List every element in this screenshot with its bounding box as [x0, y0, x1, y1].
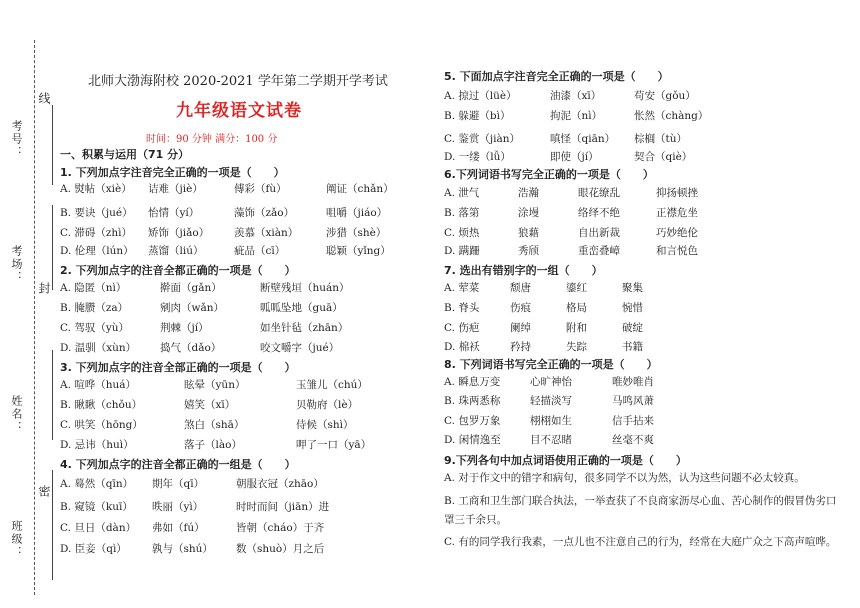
- option-item: 破绽: [622, 322, 643, 334]
- question-stem: 7. 选出有错别字的一组（ ）: [444, 264, 603, 277]
- option-item: 嬉笑（xī）: [184, 399, 236, 411]
- option-item: 阑绰: [510, 322, 531, 334]
- option-item: B. 躲避（bì）: [444, 110, 511, 122]
- option-item: D. 温驯（xùn）: [60, 342, 137, 354]
- option-item: 眼花缭乱: [578, 187, 620, 199]
- option-row: [60, 397, 420, 412]
- school-title: 北师大渤海附校 2020-2021 学年第二学期开学考试: [88, 74, 388, 89]
- question-stem: 5. 下面加点字注音完全正确的一项是（ ）: [444, 70, 669, 83]
- option-item: 矜持: [510, 341, 531, 353]
- option-item: B. 窥镜（kuī）: [60, 501, 133, 513]
- xingming-field[interactable]: [52, 350, 53, 440]
- option-item: D. 忌讳（huì）: [60, 439, 134, 451]
- option-row: [444, 320, 678, 335]
- option-item: 蒸馏（liú）: [148, 245, 204, 257]
- option-item: C. 旦日（dàn）: [60, 522, 137, 534]
- option-item: 涉猎（shè）: [326, 227, 387, 239]
- option-item: 呱呱坠地（guā）: [260, 302, 343, 314]
- option-row: [60, 476, 416, 491]
- option-item: D. 闲情逸至: [444, 434, 501, 446]
- question-stem: 9.下列各句中加点词语使用正确的一项是（ ）: [444, 454, 687, 467]
- option-item: 马鸣风萧: [612, 395, 654, 407]
- option-item: 栩栩如生: [530, 415, 572, 427]
- option-row: [444, 374, 692, 389]
- option-item: D. 棉袄: [444, 341, 480, 353]
- option-item: 信手拈来: [612, 415, 654, 427]
- option-item: 书籍: [622, 341, 643, 353]
- option-item: 重峦叠嶂: [578, 245, 620, 257]
- option-row: [444, 413, 692, 428]
- option-item: 期年（qī）: [152, 478, 205, 490]
- option-item: 苟安（gǒu）: [634, 90, 696, 102]
- option-item: C. 烦热: [444, 227, 480, 239]
- option-item: 羡慕（xiàn）: [234, 227, 299, 239]
- option-item: A. 泄气: [444, 187, 480, 199]
- option-item: A. 熨帖（xiè）: [60, 183, 132, 195]
- option-item: 昳丽（yì）: [152, 501, 204, 513]
- option-item: B. 瞅瞅（chǒu）: [60, 399, 143, 411]
- option-item: 颓唐: [510, 282, 531, 294]
- option-item: 棕榈（tù）: [634, 133, 687, 145]
- option-item: 惋惜: [622, 302, 643, 314]
- option-item: 聚集: [622, 282, 643, 294]
- option-item: 眩晕（yūn）: [184, 379, 246, 391]
- option-item: 心旷神怡: [530, 376, 572, 388]
- option-item: A. 隐匿（nì）: [60, 282, 127, 294]
- option-item: B. 落第: [444, 207, 480, 219]
- option-item: 贝勒府（lè）: [296, 399, 359, 411]
- option-row: [444, 149, 754, 164]
- option-item: B. 珠两悉称: [444, 395, 501, 407]
- option-item: 狼藉: [518, 227, 539, 239]
- option-row: [60, 417, 420, 432]
- option-item: 怡情（yí）: [148, 207, 200, 219]
- option-item: A. 蓦然（qīn）: [60, 478, 134, 490]
- option-item: 涂墁: [518, 207, 539, 219]
- option-item: B. 要诀（jué）: [60, 207, 133, 219]
- kaochang-field[interactable]: [52, 205, 53, 290]
- binding-mark-feng: 封: [37, 282, 51, 294]
- option-row: [60, 225, 422, 240]
- option-row: [60, 541, 416, 556]
- option-item: 丝毫不爽: [612, 434, 654, 446]
- option-row: [444, 432, 692, 447]
- option-item: 荆棘（jí）: [160, 322, 209, 334]
- option-item: 契合（qiè）: [634, 151, 693, 163]
- option-item: 聪颖（yǐng）: [326, 245, 391, 257]
- option-row: [60, 377, 420, 392]
- kaohao-field[interactable]: [52, 105, 53, 185]
- option-item: 诘难（jiè）: [148, 183, 203, 195]
- option-item: D. 一缕（lǚ）: [444, 151, 511, 163]
- option-item: 断壁残垣（huán）: [260, 282, 350, 294]
- banji-label: 班级：: [10, 520, 23, 559]
- option-row: [444, 339, 678, 354]
- option-item: 落子（lào）: [184, 439, 242, 451]
- option-item: 傅彩（fù）: [234, 183, 287, 195]
- option-item: 正襟危坐: [656, 207, 698, 219]
- option-item: 油漆（xī）: [550, 90, 602, 102]
- option-item: 擀面（gǎn）: [160, 282, 222, 294]
- option-item: 拘泥（nì）: [550, 110, 603, 122]
- binding-mark-mi: 密: [37, 485, 51, 497]
- option-item: C. 鉴赏（jiàn）: [444, 133, 520, 145]
- option-item: 数（shuò）月之后: [236, 543, 325, 555]
- option-row: [444, 108, 754, 123]
- section-heading: 一、积累与运用（71 分）: [60, 148, 190, 161]
- option-row: [60, 205, 422, 220]
- option-item: 伤痕: [510, 302, 531, 314]
- exam-title: 九年级语文试卷: [176, 101, 302, 121]
- option-item: 络绎不绝: [578, 207, 620, 219]
- option-row: [60, 320, 420, 335]
- option-item: B. 脊头: [444, 302, 480, 314]
- option-item: C. 包罗万象: [444, 415, 501, 427]
- option-item: 捣气（dǎo）: [160, 342, 222, 354]
- option-item: A. 喧哗（huá）: [60, 379, 137, 391]
- option-item: A. 荤菜: [444, 282, 480, 294]
- option-item: 嗔怪（qiān）: [550, 133, 616, 145]
- option-row: [444, 131, 754, 146]
- option-row: [60, 280, 420, 295]
- option-item: C. 哄笑（hōng）: [60, 419, 143, 431]
- option-row: [444, 205, 736, 220]
- xingming-label: 姓名：: [10, 395, 23, 434]
- option-row: [444, 225, 736, 240]
- option-item: 格局: [566, 302, 587, 314]
- option-row: [444, 300, 678, 315]
- question-stem: 4. 下列加点字的注音全都正确的一组是（ ）: [60, 458, 296, 471]
- option-item: 藻饰（zǎo）: [234, 207, 295, 219]
- option-row: [444, 393, 692, 408]
- question-stem: 2. 下列加点字的注音全都正确的一项是（ ）: [60, 264, 296, 277]
- kaochang-label: 考场：: [10, 245, 23, 284]
- option-item: 矫饰（jiǎo）: [148, 227, 210, 239]
- option-item: 巧妙绝伦: [656, 227, 698, 239]
- option-row: [60, 181, 422, 196]
- option-row: [60, 300, 420, 315]
- option-row: [60, 437, 420, 452]
- option-row: [444, 243, 736, 258]
- option-row: [60, 499, 416, 514]
- option-item: 怅然（chàng）: [634, 110, 709, 122]
- option-row: [444, 88, 754, 103]
- option-item: 唯妙唯肖: [612, 376, 654, 388]
- question-stem: 1. 下列加点字注音完全正确的一项是（ ）: [60, 166, 285, 179]
- option-item: 咬文嚼字（jué）: [260, 342, 340, 354]
- binding-mark-xian: 线: [37, 92, 51, 104]
- option-row: [60, 520, 416, 535]
- option-item: 附和: [566, 322, 587, 334]
- option-item: 时时而间（jiān）进: [236, 501, 330, 513]
- option-row: [60, 340, 420, 355]
- option-item: 鎏红: [566, 282, 587, 294]
- option-item: 孰与（shú）: [152, 543, 213, 555]
- option-item: A. 瞬息万变: [444, 376, 501, 388]
- option-item: 轻描淡写: [530, 395, 572, 407]
- option-item: 自出新裁: [578, 227, 620, 239]
- option-item: 侍候（shì）: [296, 419, 354, 431]
- option-item: C. 驾驭（yù）: [60, 322, 130, 334]
- option-item: 浩瀚: [518, 187, 539, 199]
- sentence-option-c: C. 有的同学我行我素，一点儿也不注意自己的行为，经常在大庭广众之下高声喧哗。: [444, 536, 837, 548]
- option-item: D. 蹒跚: [444, 245, 480, 257]
- option-item: 即使（jí）: [550, 151, 599, 163]
- option-item: 剜肉（wǎn）: [160, 302, 225, 314]
- sentence-option-b: B. 工商和卫生部门联合执法，一举查获了不良商家沥尽心血、苦心制作的假冒伪劣口罩三千余只。: [444, 495, 837, 526]
- option-item: 阐证（chǎn）: [326, 183, 394, 195]
- option-item: 和言悦色: [656, 245, 698, 257]
- sentence-option-a: A. 对于作文中的错字和病句，很多同学不以为然，认为这些问题不必太较真。: [444, 472, 805, 484]
- option-item: 抑扬顿挫: [656, 187, 698, 199]
- option-item: 朝服衣冠（zhāo）: [236, 478, 324, 490]
- option-item: 皆朝（cháo）于齐: [236, 522, 325, 534]
- option-item: 呷了一口（yā）: [296, 439, 372, 451]
- option-item: 目不忍睹: [530, 434, 572, 446]
- option-item: 咀嚼（jiáo）: [326, 207, 388, 219]
- exam-time-score: 时间：90 分钟 满分：100 分: [146, 134, 278, 145]
- option-item: 秀颀: [518, 245, 539, 257]
- option-item: 失踪: [566, 341, 587, 353]
- option-item: C. 滞碍（zhì）: [60, 227, 132, 239]
- option-row: [60, 243, 422, 258]
- option-row: [444, 185, 736, 200]
- option-item: 玉雏儿（chú）: [296, 379, 368, 391]
- option-item: A. 掠过（lüè）: [444, 90, 517, 102]
- option-item: D. 臣妾（qì）: [60, 543, 127, 555]
- question-stem: 6.下列词语书写完全正确的一项是（ ）: [444, 168, 654, 181]
- option-item: 如坐针毡（zhān）: [260, 322, 349, 334]
- question-stem: 8. 下列词语书写完全正确的一项是（ ）: [444, 358, 658, 371]
- option-item: 煞白（shā）: [184, 419, 245, 431]
- option-item: 疵品（cī）: [234, 245, 286, 257]
- question-stem: 3. 下列加点字的注音全部正确的一项是（ ）: [60, 361, 296, 374]
- kaohao-label: 考号：: [10, 120, 23, 159]
- option-item: 弗如（fú）: [152, 522, 205, 534]
- binding-dashed-line: [34, 40, 35, 595]
- option-row: [444, 280, 678, 295]
- option-item: B. 腌臜（za）: [60, 302, 129, 314]
- option-item: C. 伤疤: [444, 322, 480, 334]
- option-item: D. 伦理（lún）: [60, 245, 134, 257]
